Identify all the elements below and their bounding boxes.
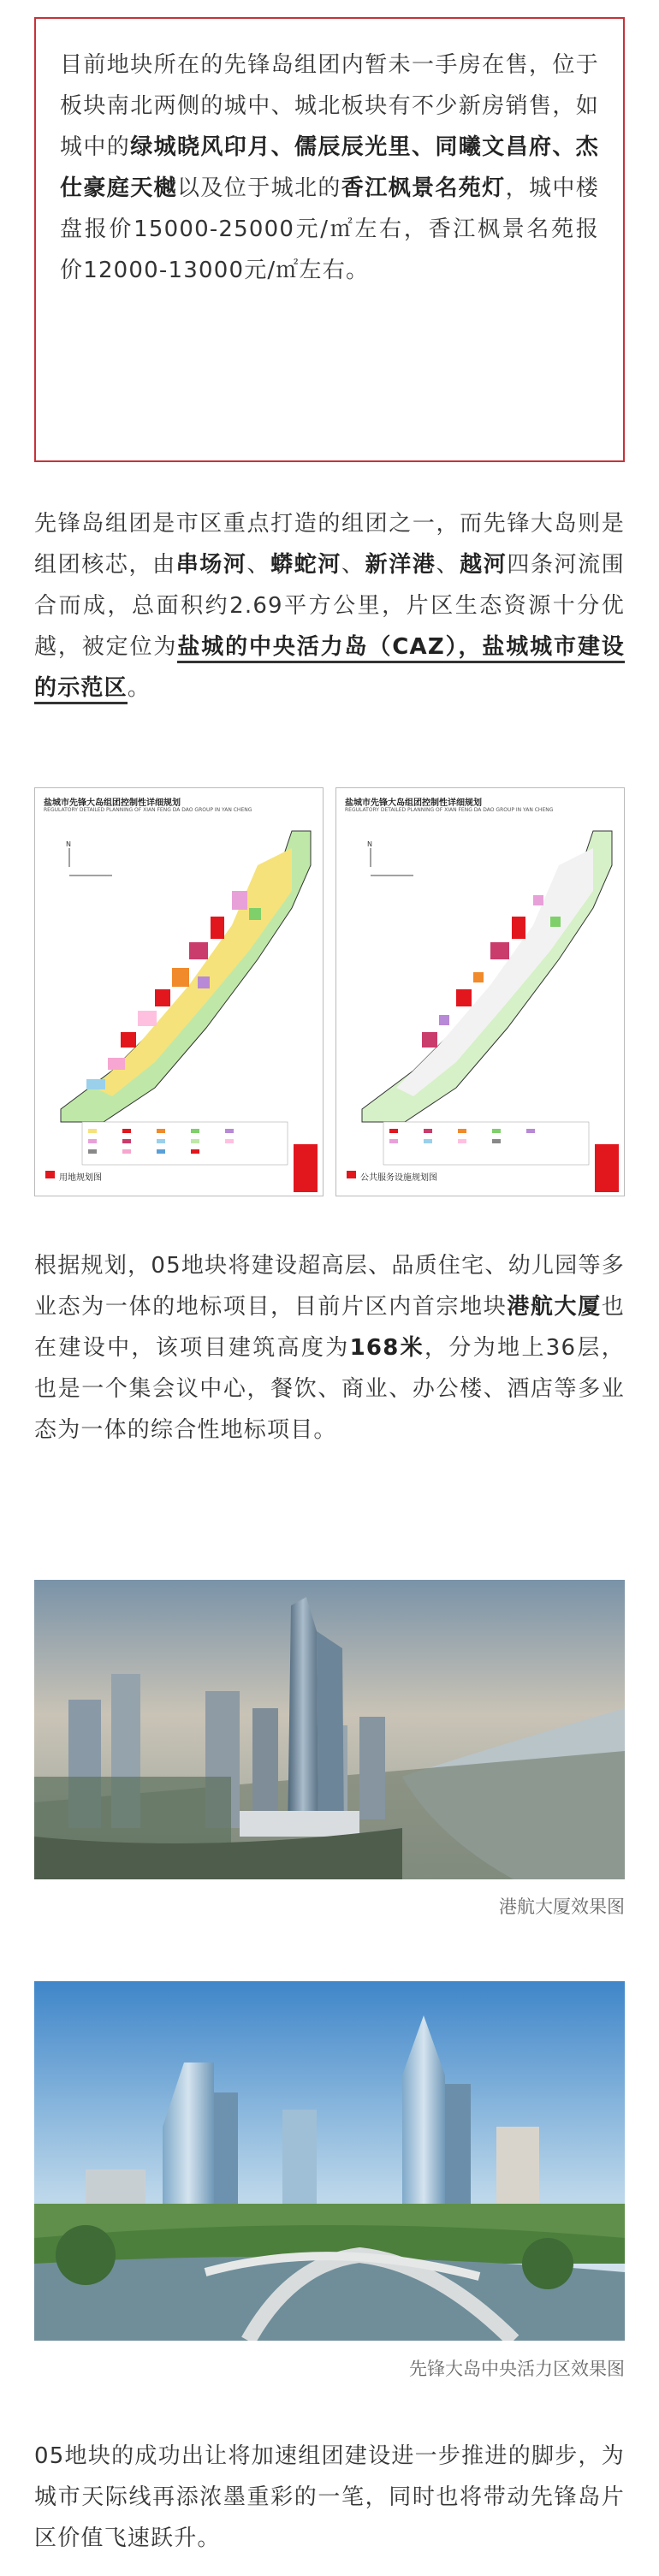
intro-bold-projects: 绿城晓风印月、儒辰辰光里、同曦文昌府、杰仕豪庭天樾 [60, 134, 599, 201]
text: 根据规划，05地块将建设超高层、品质住宅、幼儿园等多业态为一体的地标项目，目前片区内首宗地块 [34, 1253, 625, 1320]
building-height: 168米 [349, 1335, 425, 1361]
section-island-intro [34, 503, 625, 709]
map-corner-block [595, 1144, 619, 1192]
section-plot-plan [34, 1245, 625, 1451]
conclusion-paragraph: 05地块的成功出让将加速组团建设进一步推进的脚步，为城市天际线再添浓墨重彩的一笔，同时也将带动先锋岛片区价值飞速跃升。 [34, 2443, 625, 2551]
building-name: 港航大厦 [507, 1294, 602, 1320]
svg-text:N: N [367, 840, 372, 848]
river-name: 越河 [460, 552, 508, 578]
tower-rendering-image [34, 1580, 625, 1879]
intro-text: 目前地块所在的先锋岛组团内暂未一手房在售，位于板块南北两侧的城中、城北板块有不少新房销售，如城中的 [60, 52, 599, 160]
map-subtitle: REGULATORY DETAILED PLANNING OF XIAN FENG DA DAO GROUP IN YAN CHENG [345, 807, 554, 813]
text: ，分为地上36层，也是一个集会议中心，餐饮、商业、办公楼、酒店等多业态为一体的综合性地标项目。 [34, 1335, 625, 1443]
text: 。 [127, 675, 151, 701]
text: 四条河流围合而成，总面积约2.69平方公里，片区生态资源十分优越，被定位为 [34, 552, 625, 660]
svg-text:N: N [66, 840, 71, 848]
text: 、 [246, 552, 271, 578]
text: 、 [341, 552, 365, 578]
island-paragraph [34, 503, 625, 709]
planning-maps [34, 787, 625, 1196]
intro-bold-project: 香江枫景名苑灯 [341, 175, 506, 201]
map-caption: 公共服务设施规划图 [360, 1173, 437, 1183]
map-corner-block [294, 1144, 318, 1192]
photo-caption: 先锋大岛中央活力区效果图 [409, 2359, 625, 2379]
caption-marker [347, 1171, 356, 1178]
public-service-map-drawing [336, 814, 624, 1190]
caz-rendering-image [34, 1981, 625, 2341]
text: 、 [436, 552, 460, 578]
map-title: 盐城市先锋大岛组团控制性详细规划 [44, 798, 181, 808]
text: 先锋岛组团是市区重点打造的组团之一，而先锋大岛则是组团核芯，由 [34, 511, 625, 578]
map-caption: 用地规划图 [59, 1173, 102, 1183]
river-name: 新洋港 [365, 552, 436, 578]
caption-marker [45, 1171, 55, 1178]
river-name: 蟒蛇河 [270, 552, 341, 578]
land-use-map-drawing [35, 814, 323, 1190]
river-name: 串场河 [175, 552, 247, 578]
highlight-box [34, 17, 625, 462]
intro-text: ，城中楼盘报价15000-25000元/㎡左右，香江枫景名苑报价12000-13000元/㎡左右。 [60, 175, 599, 283]
map-title: 盐城市先锋大岛组团控制性详细规划 [345, 798, 482, 808]
positioning-highlight: 盐城的中央活力岛（CAZ），盐城城市建设的示范区 [34, 634, 625, 704]
plan-paragraph [34, 1245, 625, 1451]
section-conclusion [34, 2436, 625, 2559]
photo-caption: 港航大厦效果图 [499, 1896, 625, 1917]
intro-text: 以及位于城北的 [177, 175, 341, 201]
public-service-map [335, 787, 625, 1196]
intro-paragraph [60, 45, 599, 291]
land-use-map [34, 787, 324, 1196]
map-subtitle: REGULATORY DETAILED PLANNING OF XIAN FENG DA DAO GROUP IN YAN CHENG [44, 807, 252, 813]
text: 也在建设中，该项目建筑高度为 [34, 1294, 625, 1361]
